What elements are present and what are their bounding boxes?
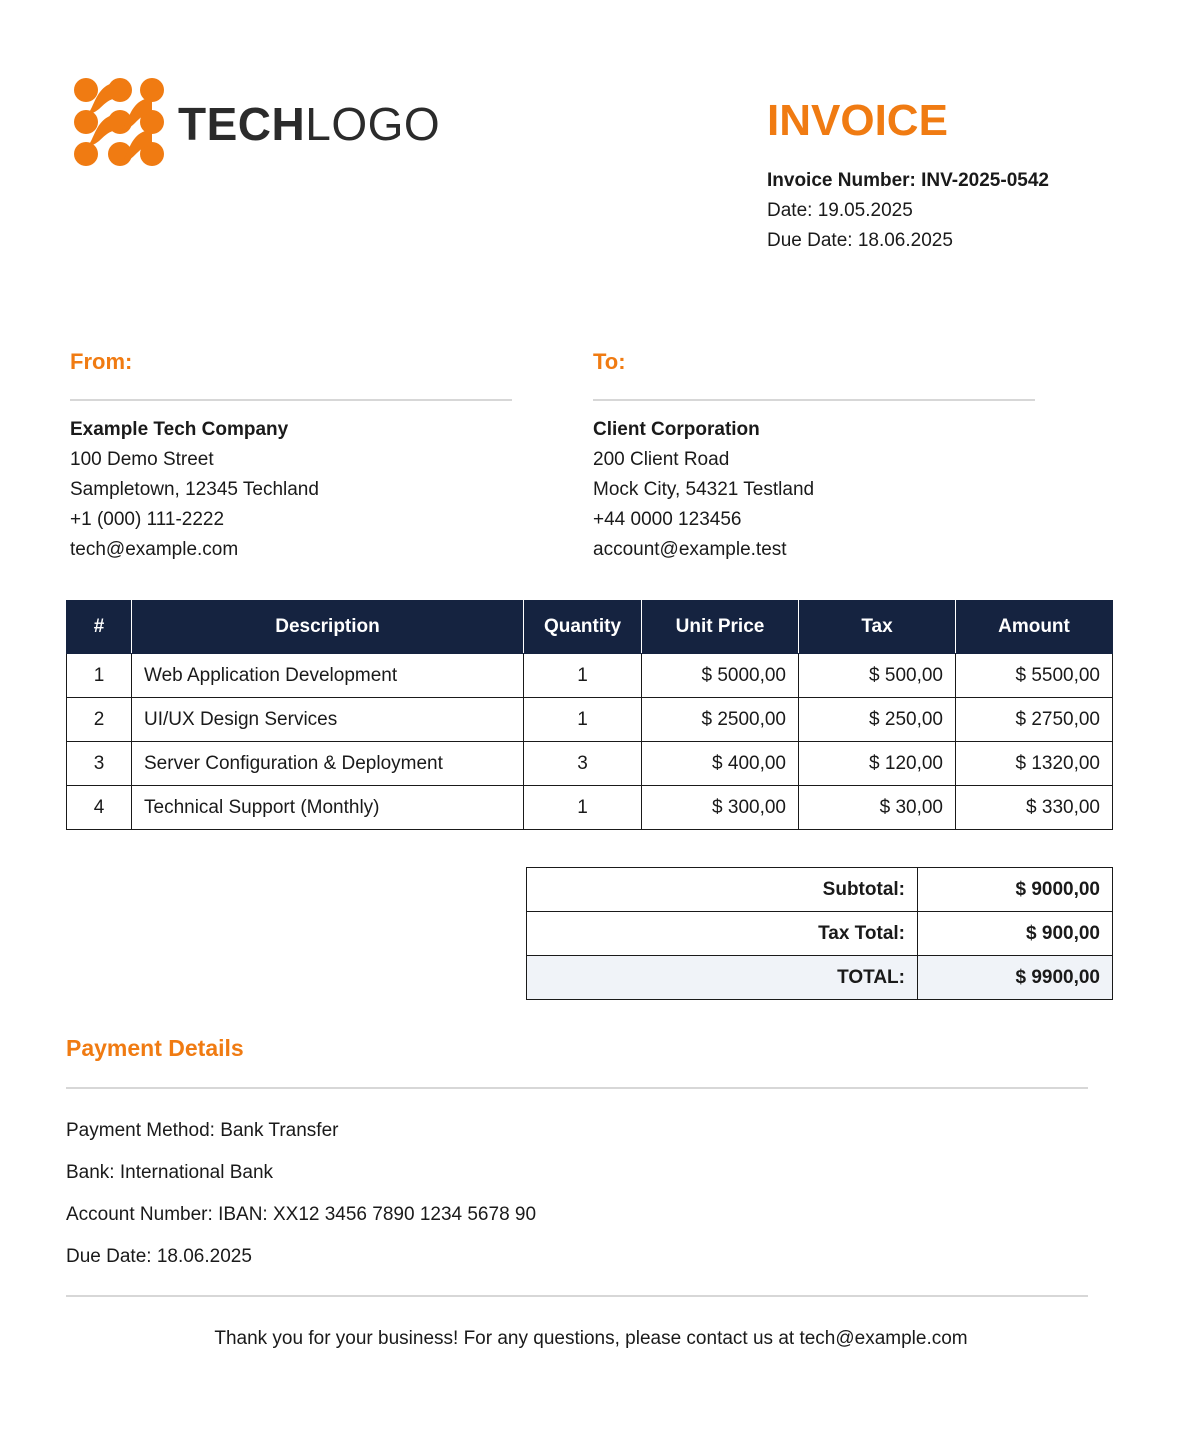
to-phone: +44 0000 123456	[593, 509, 742, 530]
logo-mark-icon	[72, 74, 168, 170]
payment-divider-top	[66, 1087, 1088, 1089]
table-row	[67, 742, 1113, 786]
cell-num: 3	[67, 742, 132, 786]
grand-total-label: TOTAL:	[527, 956, 918, 1000]
col-header-amount: Amount	[956, 601, 1113, 654]
from-heading: From:	[70, 349, 133, 374]
invoice-date: Date: 19.05.2025	[767, 200, 913, 221]
cell-tax: $ 30,00	[799, 786, 956, 830]
cell-description: Server Configuration & Deployment	[132, 742, 524, 786]
cell-unit-price: $ 2500,00	[642, 698, 799, 742]
col-header-unit-price: Unit Price	[642, 601, 799, 654]
cell-description: Technical Support (Monthly)	[132, 786, 524, 830]
cell-amount: $ 2750,00	[956, 698, 1113, 742]
company-logo	[72, 74, 441, 174]
payment-account: Account Number: IBAN: XX12 3456 7890 1234 5678 90	[66, 1204, 537, 1225]
cell-tax: $ 250,00	[799, 698, 956, 742]
invoice-title: INVOICE	[767, 96, 948, 145]
to-email: account@example.test	[593, 539, 787, 560]
from-divider	[70, 399, 512, 401]
cell-num: 1	[67, 654, 132, 698]
cell-amount: $ 1320,00	[956, 742, 1113, 786]
from-email: tech@example.com	[70, 539, 239, 560]
table-row	[67, 786, 1113, 830]
payment-bank: Bank: International Bank	[66, 1162, 274, 1183]
logo-wordmark: TECHLOGO	[178, 98, 441, 150]
tax-total-value: $ 900,00	[918, 912, 1113, 956]
payment-divider-bottom	[66, 1295, 1088, 1297]
cell-unit-price: $ 400,00	[642, 742, 799, 786]
invoice-meta	[767, 166, 1049, 256]
from-city: Sampletown, 12345 Techland	[70, 479, 319, 500]
col-header-num: #	[67, 601, 132, 654]
to-company: Client Corporation	[593, 419, 760, 440]
subtotal-row	[527, 868, 1113, 912]
cell-quantity: 1	[524, 786, 642, 830]
cell-description: Web Application Development	[132, 654, 524, 698]
to-divider	[593, 399, 1035, 401]
cell-quantity: 1	[524, 654, 642, 698]
table-row	[67, 654, 1113, 698]
cell-tax: $ 120,00	[799, 742, 956, 786]
cell-unit-price: $ 300,00	[642, 786, 799, 830]
to-city: Mock City, 54321 Testland	[593, 479, 815, 500]
items-header-row	[67, 601, 1113, 654]
to-street: 200 Client Road	[593, 449, 730, 470]
tax-total-label: Tax Total:	[527, 912, 918, 956]
grand-total-row	[527, 956, 1113, 1000]
col-header-description: Description	[132, 601, 524, 654]
grand-total-value: $ 9900,00	[918, 956, 1113, 1000]
cell-num: 4	[67, 786, 132, 830]
cell-num: 2	[67, 698, 132, 742]
subtotal-value: $ 9000,00	[918, 868, 1113, 912]
items-table	[66, 600, 1113, 830]
from-section	[70, 346, 512, 565]
cell-unit-price: $ 5000,00	[642, 654, 799, 698]
table-row	[67, 698, 1113, 742]
invoice-due-date: Due Date: 18.06.2025	[767, 230, 953, 251]
cell-description: UI/UX Design Services	[132, 698, 524, 742]
footer-note: Thank you for your business! For any questions, please contact us at tech@example.com	[214, 1328, 968, 1349]
payment-method: Payment Method: Bank Transfer	[66, 1120, 339, 1141]
payment-heading: Payment Details	[66, 1035, 244, 1061]
cell-amount: $ 5500,00	[956, 654, 1113, 698]
col-header-tax: Tax	[799, 601, 956, 654]
payment-due-date: Due Date: 18.06.2025	[66, 1246, 252, 1267]
tax-total-row	[527, 912, 1113, 956]
subtotal-label: Subtotal:	[527, 868, 918, 912]
cell-quantity: 3	[524, 742, 642, 786]
col-header-quantity: Quantity	[524, 601, 642, 654]
cell-quantity: 1	[524, 698, 642, 742]
to-section	[593, 346, 1035, 565]
totals-table	[526, 867, 1113, 1000]
cell-amount: $ 330,00	[956, 786, 1113, 830]
from-street: 100 Demo Street	[70, 449, 214, 470]
cell-tax: $ 500,00	[799, 654, 956, 698]
from-company: Example Tech Company	[70, 419, 289, 440]
payment-details	[66, 1115, 536, 1283]
to-heading: To:	[593, 349, 626, 374]
invoice-number: Invoice Number: INV-2025-0542	[767, 170, 1049, 191]
from-phone: +1 (000) 111-2222	[70, 509, 225, 530]
